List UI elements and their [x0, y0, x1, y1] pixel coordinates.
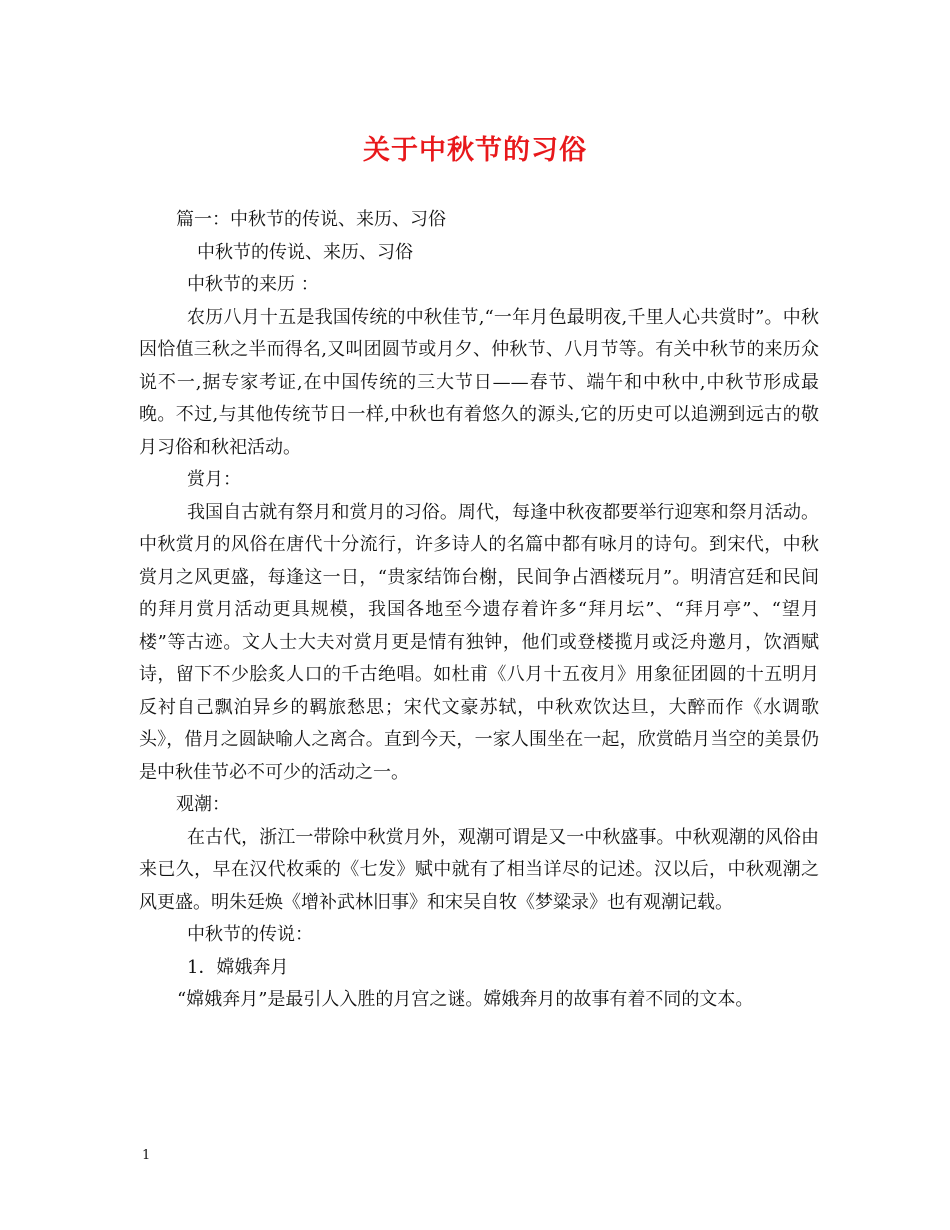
- moon-heading: 赏月：: [187, 469, 241, 490]
- section-title: 篇一：中秋节的传说、来历、习俗: [176, 209, 446, 230]
- moon-paragraph: 我国自古就有祭月和赏月的习俗。周代，每逢中秋夜都要举行迎寒和祭月活动。中秋赏月的风俗在唐代十分流行，许多诗人的名篇中都有咏月的诗句。到宋代，中秋赏月之风更盛，每逢这一日，“贵家结饰台榭，民间争占酒楼玩月”。明清宫廷和民间的拜月赏月活动更具规模，我国各地至今遗存着许多“拜月坛”、“拜月亭”、“望月楼”等古迹。文人士大夫对赏月更是情有独钟，他们或登楼揽月或泛舟邀月，饮酒赋诗，留下不少脍炙人口的千古绝唱。如杜甫《八月十五夜月》用象征团圆的十五明月反衬自己飘泊异乡的羁旅愁思；宋代文豪苏轼，中秋欢饮达旦，大醉而作《水调歌头》，借月之圆缺喻人之离合。直到今天，一家人围坐在一起，欣赏皓月当空的美景仍是中秋佳节必不可少的活动之一。: [139, 501, 819, 783]
- origin-paragraph: 农历八月十五是我国传统的中秋佳节,“一年月色最明夜,千里人心共赏时”。中秋因恰值三秋之半而得名,又叫团圆节或月夕、仲秋节、八月节等。有关中秋节的来历众说不一,据专家考证,在中国传统的三大节日——春节、端午和中秋中,中秋节形成最晚。不过,与其他传统节日一样,中秋也有着悠久的源头,它的历史可以追溯到远古的敬月习俗和秋祀活动。: [139, 306, 819, 458]
- document-title: 关于中秋节的习俗: [363, 135, 587, 166]
- tide-heading: 观潮：: [176, 794, 230, 815]
- document-body: [139, 204, 819, 1017]
- legend-heading: 中秋节的传说：: [187, 924, 313, 945]
- origin-heading: 中秋节的来历 ：: [187, 274, 319, 295]
- legend-item: 1．嫦娥奔月: [187, 956, 289, 978]
- subtitle: 中秋节的传说、来历、习俗: [197, 241, 413, 263]
- page-number: 1: [142, 1148, 151, 1163]
- legend-paragraph: “嫦娥奔月”是最引人入胜的月宫之谜。嫦娥奔月的故事有着不同的文本。: [177, 989, 754, 1010]
- tide-paragraph: 在古代，浙江一带除中秋赏月外，观潮可谓是又一中秋盛事。中秋观潮的风俗由来已久，早在汉代枚乘的《七发》赋中就有了相当详尽的记述。汉以后，中秋观潮之风更盛。明朱廷焕《增补武林旧事》和宋吴自牧《梦粱录》也有观潮记载。: [139, 826, 819, 913]
